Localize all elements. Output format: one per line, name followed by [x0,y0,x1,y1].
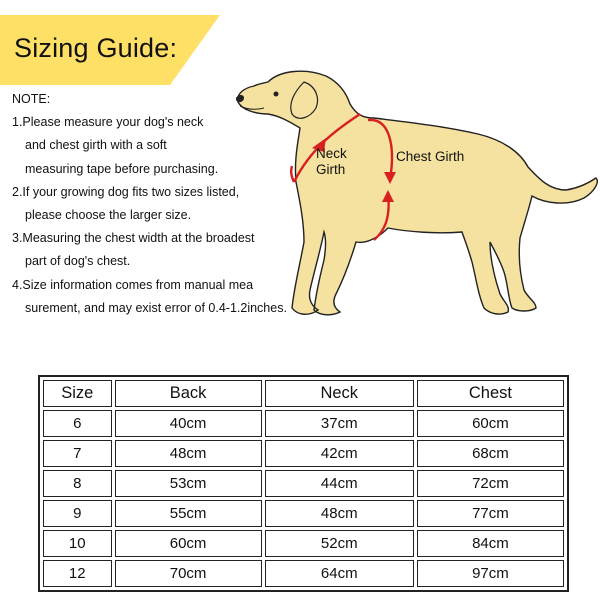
note-line: part of dog's chest. [25,254,131,269]
cell-back: 40cm [115,410,262,437]
note-line: 1.Please measure your dog's neck [12,115,204,130]
cell-chest: 97cm [417,560,564,587]
header-neck: Neck [265,380,414,407]
table-row [43,530,564,557]
banner-title: Sizing Guide: [14,33,178,63]
dog-illustration [228,62,600,327]
cell-back: 60cm [115,530,262,557]
cell-chest: 72cm [417,470,564,497]
cell-chest: 60cm [417,410,564,437]
cell-size: 9 [43,500,112,527]
table-row [43,560,564,587]
cell-neck: 52cm [265,530,414,557]
note-line: 2.If your growing dog fits two sizes listed, [12,184,240,199]
header-chest: Chest [417,380,564,407]
cell-size: 10 [43,530,112,557]
cell-size: 8 [43,470,112,497]
cell-back: 48cm [115,440,262,467]
cell-back: 70cm [115,560,262,587]
cell-back: 55cm [115,500,262,527]
cell-neck: 42cm [265,440,414,467]
header-back: Back [115,380,262,407]
dog-eye [274,92,279,97]
cell-neck: 48cm [265,500,414,527]
note-line: 3.Measuring the chest width at the broadest [12,231,255,246]
notes-heading: NOTE: [12,92,51,106]
table-row [43,410,564,437]
table-row [43,500,564,527]
table-row [43,470,564,497]
note-line: 4.Size information comes from manual mea [12,277,254,292]
cell-chest: 68cm [417,440,564,467]
note-line: surement, and may exist error of 0.4-1.2inches. [25,300,287,315]
neck-arrow-lower [291,166,294,182]
header-size: Size [43,380,112,407]
cell-neck: 64cm [265,560,414,587]
cell-size: 7 [43,440,112,467]
sizing-guide-banner [0,15,220,85]
size-table [38,375,569,592]
neck-label-1: Neck [316,146,347,161]
cell-size: 6 [43,410,112,437]
cell-back: 53cm [115,470,262,497]
note-line: measuring tape before purchasing. [25,161,219,176]
chest-label: Chest Girth [396,149,465,164]
cell-neck: 44cm [265,470,414,497]
cell-chest: 84cm [417,530,564,557]
neck-label-2: Girth [316,162,346,177]
table-header-row [43,380,564,407]
cell-size: 12 [43,560,112,587]
cell-chest: 77cm [417,500,564,527]
note-line: please choose the larger size. [25,208,192,223]
dog-icon [228,62,600,327]
table-row [43,440,564,467]
cell-neck: 37cm [265,410,414,437]
note-line: and chest girth with a soft [25,138,167,153]
